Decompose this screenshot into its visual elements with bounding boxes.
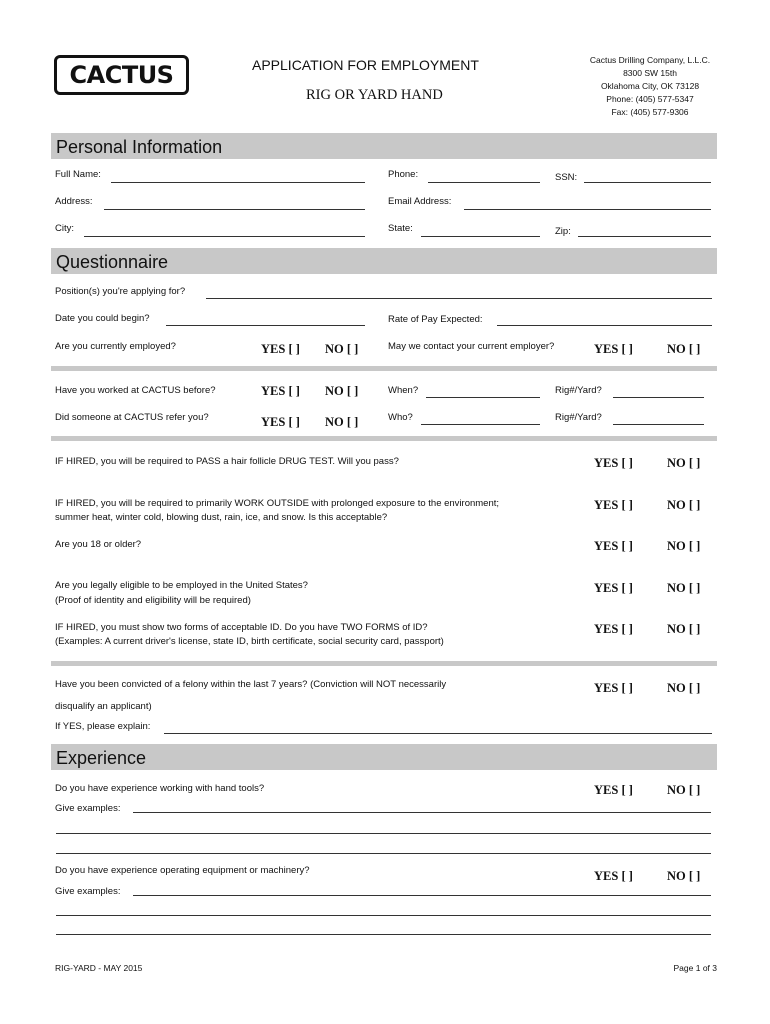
hand-tools-yes[interactable]: YES [ ] xyxy=(594,783,633,797)
eligibility-question-line-2: (Proof of identity and eligibility will be required) xyxy=(55,595,251,606)
felony-no[interactable]: NO [ ] xyxy=(667,681,701,695)
worked-before-no[interactable]: NO [ ] xyxy=(325,384,359,398)
equipment-no[interactable]: NO [ ] xyxy=(667,869,701,883)
may-contact-no[interactable]: NO [ ] xyxy=(667,342,701,356)
start-date-field[interactable] xyxy=(166,325,365,326)
cactus-logo xyxy=(54,55,189,95)
hand-tools-no[interactable]: NO [ ] xyxy=(667,783,701,797)
ssn-field[interactable] xyxy=(584,182,711,183)
may-contact-yes[interactable]: YES [ ] xyxy=(594,342,633,356)
section-questionnaire xyxy=(51,248,717,274)
age-question: Are you 18 or older? xyxy=(55,539,142,550)
form-subtitle: RIG OR YARD HAND xyxy=(306,87,443,103)
work-outside-yes[interactable]: YES [ ] xyxy=(594,498,633,512)
equipment-examples-label: Give examples: xyxy=(55,886,121,897)
position-field[interactable] xyxy=(206,298,712,299)
worked-before-question: Have you worked at CACTUS before? xyxy=(55,385,216,396)
felony-yes[interactable]: YES [ ] xyxy=(594,681,633,695)
work-outside-no[interactable]: NO [ ] xyxy=(667,498,701,512)
page-number: Page 1 of 3 xyxy=(673,963,717,973)
felony-explain-field[interactable] xyxy=(164,733,712,734)
section-divider xyxy=(51,661,717,666)
email-label: Email Address: xyxy=(388,196,452,207)
hand-tools-question: Do you have experience working with hand tools? xyxy=(55,783,265,794)
work-outside-question-line-2: summer heat, winter cold, blowing dust, rain, ice, and snow. Is this acceptable? xyxy=(55,512,388,523)
drug-test-question: IF HIRED, you will be required to PASS a hair follicle DRUG TEST. Will you pass? xyxy=(55,456,399,467)
company-address-block xyxy=(570,54,730,119)
referrer-rig-yard-field[interactable] xyxy=(613,424,704,425)
referred-question: Did someone at CACTUS refer you? xyxy=(55,412,209,423)
email-field[interactable] xyxy=(464,209,711,210)
rig-yard-label: Rig#/Yard? xyxy=(555,385,602,396)
referred-no[interactable]: NO [ ] xyxy=(325,415,359,429)
work-outside-question-line-1: IF HIRED, you will be required to primarily WORK OUTSIDE with prolonged exposure to the environment; xyxy=(55,498,500,509)
currently-employed-no[interactable]: NO [ ] xyxy=(325,342,359,356)
drug-test-no[interactable]: NO [ ] xyxy=(667,456,701,470)
phone-label: Phone: xyxy=(388,169,419,180)
id-no[interactable]: NO [ ] xyxy=(667,622,701,636)
zip-label: Zip: xyxy=(555,226,571,237)
form-code: RIG-YARD - MAY 2015 xyxy=(55,963,143,973)
equipment-examples-field-1[interactable] xyxy=(133,895,711,896)
when-field[interactable] xyxy=(426,397,540,398)
company-phone: Phone: (405) 577-5347 xyxy=(606,94,694,104)
section-heading: Personal Information xyxy=(56,137,223,157)
currently-employed-yes[interactable]: YES [ ] xyxy=(261,342,300,356)
equipment-question: Do you have experience operating equipment or machinery? xyxy=(55,865,310,876)
referrer-rig-yard-label: Rig#/Yard? xyxy=(555,412,602,423)
company-street: 8300 SW 15th xyxy=(623,68,677,78)
eligibility-no[interactable]: NO [ ] xyxy=(667,581,701,595)
drug-test-yes[interactable]: YES [ ] xyxy=(594,456,633,470)
full-name-label: Full Name: xyxy=(55,169,101,180)
state-label: State: xyxy=(388,223,413,234)
zip-field[interactable] xyxy=(578,236,711,237)
section-personal-information xyxy=(51,133,717,159)
position-label: Position(s) you're applying for? xyxy=(55,286,186,297)
form-title: APPLICATION FOR EMPLOYMENT xyxy=(252,57,479,73)
hand-tools-examples-field-1[interactable] xyxy=(133,812,711,813)
who-label: Who? xyxy=(388,412,413,423)
eligibility-question-line-1: Are you legally eligible to be employed in the United States? xyxy=(55,580,308,591)
ssn-label: SSN: xyxy=(555,172,578,183)
company-city: Oklahoma City, OK 73128 xyxy=(600,81,700,91)
address-field[interactable] xyxy=(104,209,365,210)
felony-explain-label: If YES, please explain: xyxy=(55,721,151,732)
hand-tools-examples-label: Give examples: xyxy=(55,803,121,814)
company-name: Cactus Drilling Company, L.L.C. xyxy=(589,55,711,65)
felony-question-line-2: disqualify an applicant) xyxy=(55,701,152,712)
referred-yes[interactable]: YES [ ] xyxy=(261,415,300,429)
equipment-examples-field-3[interactable] xyxy=(56,934,711,935)
when-label: When? xyxy=(388,385,419,396)
currently-employed-question: Are you currently employed? xyxy=(55,341,176,352)
rig-yard-field[interactable] xyxy=(613,397,704,398)
age-no[interactable]: NO [ ] xyxy=(667,539,701,553)
pay-rate-label: Rate of Pay Expected: xyxy=(388,314,483,325)
section-divider xyxy=(51,366,717,371)
state-field[interactable] xyxy=(421,236,540,237)
id-question-line-1: IF HIRED, you must show two forms of acceptable ID. Do you have TWO FORMS of ID? xyxy=(55,622,428,633)
full-name-field[interactable] xyxy=(111,182,365,183)
felony-question-line-1: Have you been convicted of a felony within the last 7 years? (Conviction will NOT necessarily xyxy=(55,679,447,690)
pay-rate-field[interactable] xyxy=(497,325,712,326)
id-yes[interactable]: YES [ ] xyxy=(594,622,633,636)
section-divider xyxy=(51,436,717,441)
id-question-line-2: (Examples: A current driver's license, state ID, birth certificate, social security card, passport) xyxy=(55,636,444,647)
section-experience xyxy=(51,744,717,770)
section-heading: Experience xyxy=(56,748,147,768)
start-date-label: Date you could begin? xyxy=(55,313,150,324)
hand-tools-examples-field-2[interactable] xyxy=(56,833,711,834)
may-contact-question: May we contact your current employer? xyxy=(388,341,555,352)
who-field[interactable] xyxy=(421,424,540,425)
logo-text: CACTUS xyxy=(69,61,174,89)
hand-tools-examples-field-3[interactable] xyxy=(56,853,711,854)
address-label: Address: xyxy=(55,196,93,207)
equipment-yes[interactable]: YES [ ] xyxy=(594,869,633,883)
phone-field[interactable] xyxy=(428,182,540,183)
city-field[interactable] xyxy=(84,236,365,237)
section-heading: Questionnaire xyxy=(56,252,169,272)
city-label: City: xyxy=(55,223,74,234)
equipment-examples-field-2[interactable] xyxy=(56,915,711,916)
company-fax: Fax: (405) 577-9306 xyxy=(611,107,689,117)
worked-before-yes[interactable]: YES [ ] xyxy=(261,384,300,398)
age-yes[interactable]: YES [ ] xyxy=(594,539,633,553)
eligibility-yes[interactable]: YES [ ] xyxy=(594,581,633,595)
